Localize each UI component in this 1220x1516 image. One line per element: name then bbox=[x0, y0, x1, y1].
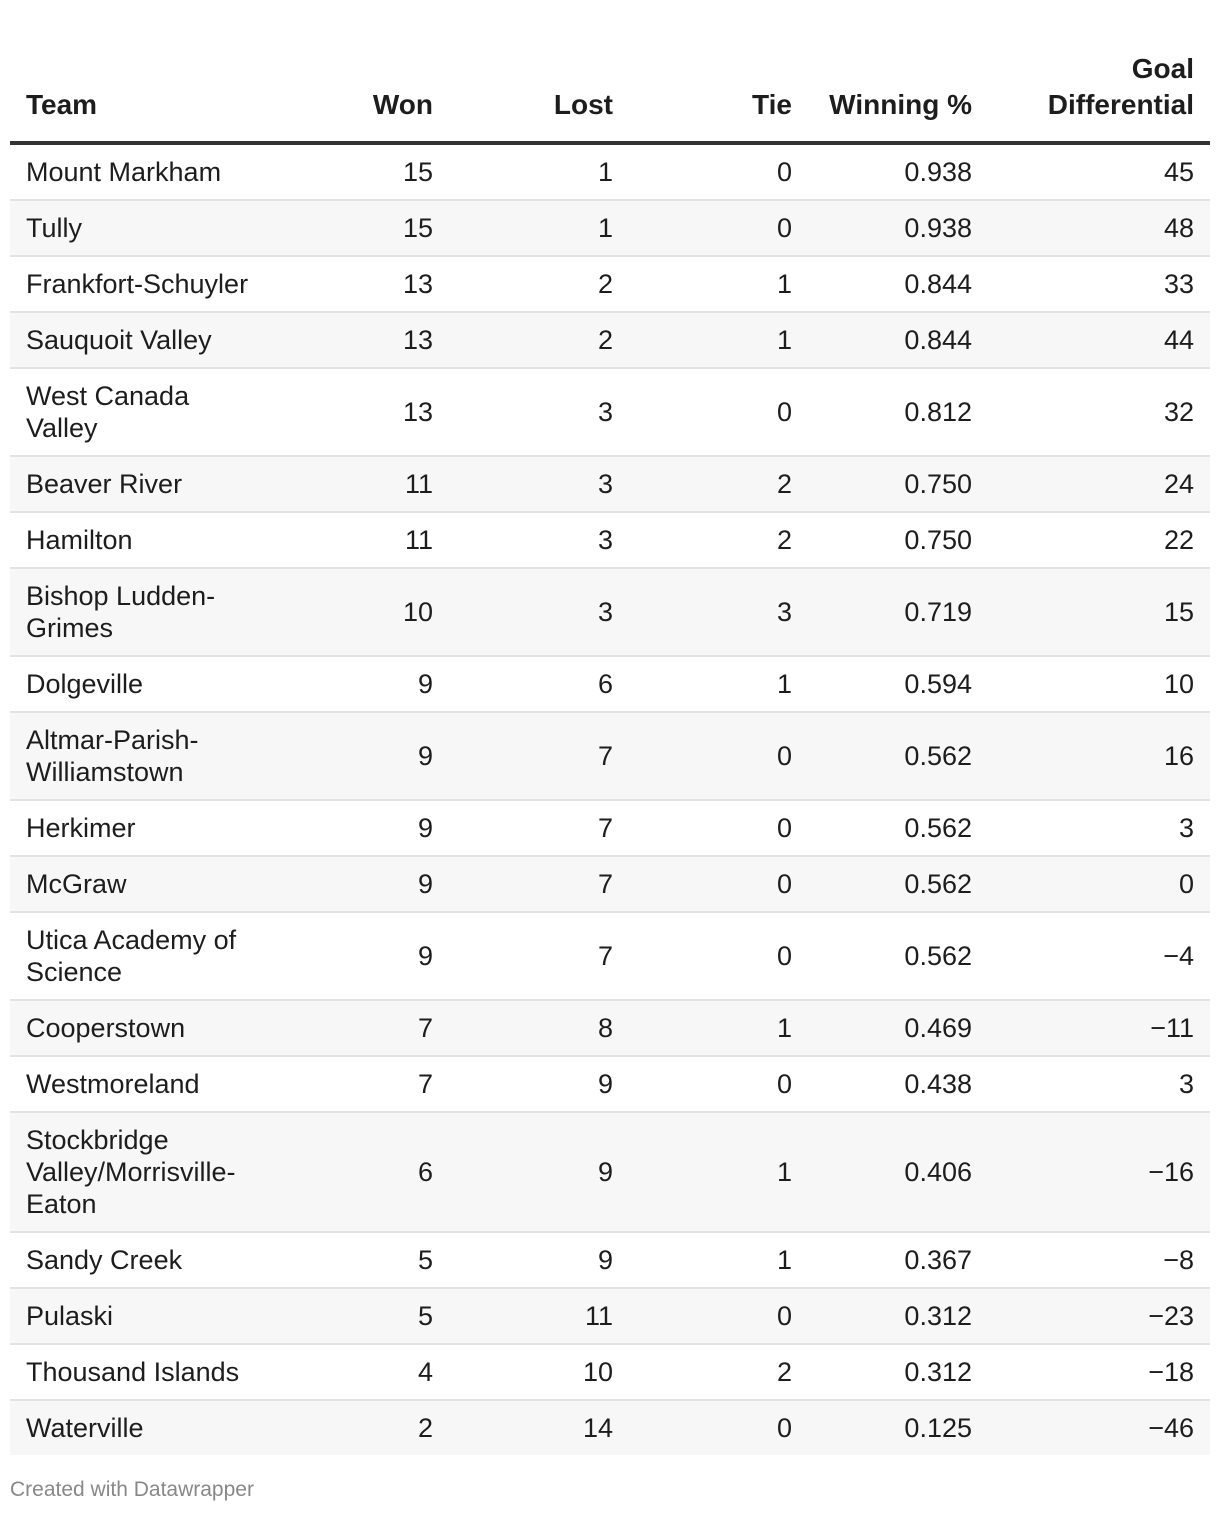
cell-goal-differential: 32 bbox=[988, 368, 1210, 456]
cell-team: Dolgeville bbox=[10, 656, 267, 712]
table-row bbox=[10, 912, 1210, 1000]
cell-winning-pct: 0.594 bbox=[808, 656, 988, 712]
cell-team: Stockbridge Valley/Morrisville-Eaton bbox=[10, 1112, 267, 1232]
table-row bbox=[10, 512, 1210, 568]
table-row bbox=[10, 856, 1210, 912]
table-row bbox=[10, 1232, 1210, 1288]
cell-won: 9 bbox=[267, 656, 449, 712]
cell-tie: 0 bbox=[629, 368, 808, 456]
cell-winning-pct: 0.844 bbox=[808, 312, 988, 368]
cell-lost: 3 bbox=[449, 568, 629, 656]
cell-lost: 8 bbox=[449, 1000, 629, 1056]
cell-won: 15 bbox=[267, 143, 449, 200]
table-row bbox=[10, 1400, 1210, 1455]
cell-goal-differential: 10 bbox=[988, 656, 1210, 712]
column-header-lost: Lost bbox=[449, 0, 629, 143]
cell-team: Bishop Ludden-Grimes bbox=[10, 568, 267, 656]
column-header-won: Won bbox=[267, 0, 449, 143]
cell-lost: 7 bbox=[449, 800, 629, 856]
cell-goal-differential: 3 bbox=[988, 800, 1210, 856]
cell-lost: 7 bbox=[449, 712, 629, 800]
cell-goal-differential: 24 bbox=[988, 456, 1210, 512]
cell-winning-pct: 0.562 bbox=[808, 712, 988, 800]
cell-team: Frankfort-Schuyler bbox=[10, 256, 267, 312]
cell-tie: 0 bbox=[629, 143, 808, 200]
cell-won: 15 bbox=[267, 200, 449, 256]
cell-won: 9 bbox=[267, 856, 449, 912]
cell-winning-pct: 0.750 bbox=[808, 512, 988, 568]
cell-lost: 2 bbox=[449, 256, 629, 312]
cell-winning-pct: 0.750 bbox=[808, 456, 988, 512]
standings-table-container bbox=[10, 0, 1210, 1455]
table-row bbox=[10, 800, 1210, 856]
cell-lost: 9 bbox=[449, 1056, 629, 1112]
cell-goal-differential: 22 bbox=[988, 512, 1210, 568]
cell-winning-pct: 0.125 bbox=[808, 1400, 988, 1455]
cell-team: Westmoreland bbox=[10, 1056, 267, 1112]
cell-lost: 7 bbox=[449, 912, 629, 1000]
table-row bbox=[10, 312, 1210, 368]
cell-tie: 0 bbox=[629, 1056, 808, 1112]
cell-won: 11 bbox=[267, 512, 449, 568]
cell-team: Pulaski bbox=[10, 1288, 267, 1344]
cell-tie: 0 bbox=[629, 1400, 808, 1455]
cell-winning-pct: 0.367 bbox=[808, 1232, 988, 1288]
table-row bbox=[10, 1112, 1210, 1232]
column-header-tie: Tie bbox=[629, 0, 808, 143]
cell-lost: 11 bbox=[449, 1288, 629, 1344]
table-row bbox=[10, 456, 1210, 512]
table-row bbox=[10, 200, 1210, 256]
cell-won: 13 bbox=[267, 368, 449, 456]
table-row bbox=[10, 1000, 1210, 1056]
table-header bbox=[10, 0, 1210, 143]
table-row bbox=[10, 1056, 1210, 1112]
header-row bbox=[10, 0, 1210, 143]
cell-won: 13 bbox=[267, 312, 449, 368]
cell-tie: 0 bbox=[629, 856, 808, 912]
cell-team: McGraw bbox=[10, 856, 267, 912]
cell-team: Sauquoit Valley bbox=[10, 312, 267, 368]
cell-goal-differential: −11 bbox=[988, 1000, 1210, 1056]
cell-goal-differential: −18 bbox=[988, 1344, 1210, 1400]
cell-lost: 9 bbox=[449, 1112, 629, 1232]
cell-winning-pct: 0.812 bbox=[808, 368, 988, 456]
cell-tie: 0 bbox=[629, 1288, 808, 1344]
cell-lost: 3 bbox=[449, 512, 629, 568]
table-row bbox=[10, 712, 1210, 800]
cell-tie: 1 bbox=[629, 256, 808, 312]
cell-winning-pct: 0.938 bbox=[808, 200, 988, 256]
column-header-winning-pct: Winning % bbox=[808, 0, 988, 143]
cell-winning-pct: 0.562 bbox=[808, 856, 988, 912]
footer-credit: Created with Datawrapper bbox=[10, 1478, 254, 1501]
cell-tie: 0 bbox=[629, 712, 808, 800]
cell-winning-pct: 0.844 bbox=[808, 256, 988, 312]
cell-tie: 0 bbox=[629, 912, 808, 1000]
column-header-team: Team bbox=[10, 0, 267, 143]
cell-won: 5 bbox=[267, 1288, 449, 1344]
cell-tie: 1 bbox=[629, 1000, 808, 1056]
cell-tie: 1 bbox=[629, 312, 808, 368]
cell-lost: 1 bbox=[449, 200, 629, 256]
cell-won: 7 bbox=[267, 1056, 449, 1112]
cell-lost: 2 bbox=[449, 312, 629, 368]
table-row bbox=[10, 143, 1210, 200]
cell-goal-differential: 15 bbox=[988, 568, 1210, 656]
cell-tie: 0 bbox=[629, 800, 808, 856]
cell-winning-pct: 0.562 bbox=[808, 912, 988, 1000]
cell-won: 11 bbox=[267, 456, 449, 512]
cell-winning-pct: 0.469 bbox=[808, 1000, 988, 1056]
cell-team: Utica Academy of Science bbox=[10, 912, 267, 1000]
table-row bbox=[10, 568, 1210, 656]
cell-tie: 1 bbox=[629, 1112, 808, 1232]
cell-goal-differential: −46 bbox=[988, 1400, 1210, 1455]
cell-lost: 3 bbox=[449, 456, 629, 512]
cell-team: Waterville bbox=[10, 1400, 267, 1455]
cell-goal-differential: 48 bbox=[988, 200, 1210, 256]
cell-won: 7 bbox=[267, 1000, 449, 1056]
cell-goal-differential: 0 bbox=[988, 856, 1210, 912]
cell-lost: 14 bbox=[449, 1400, 629, 1455]
cell-winning-pct: 0.562 bbox=[808, 800, 988, 856]
table-row bbox=[10, 1288, 1210, 1344]
cell-team: Beaver River bbox=[10, 456, 267, 512]
cell-tie: 0 bbox=[629, 200, 808, 256]
cell-goal-differential: 3 bbox=[988, 1056, 1210, 1112]
cell-team: Thousand Islands bbox=[10, 1344, 267, 1400]
cell-team: West Canada Valley bbox=[10, 368, 267, 456]
cell-goal-differential: −23 bbox=[988, 1288, 1210, 1344]
cell-winning-pct: 0.438 bbox=[808, 1056, 988, 1112]
table-row bbox=[10, 368, 1210, 456]
table-row bbox=[10, 656, 1210, 712]
cell-team: Tully bbox=[10, 200, 267, 256]
cell-won: 10 bbox=[267, 568, 449, 656]
cell-team: Mount Markham bbox=[10, 143, 267, 200]
cell-team: Cooperstown bbox=[10, 1000, 267, 1056]
cell-goal-differential: −4 bbox=[988, 912, 1210, 1000]
cell-lost: 1 bbox=[449, 143, 629, 200]
cell-tie: 2 bbox=[629, 456, 808, 512]
cell-winning-pct: 0.312 bbox=[808, 1344, 988, 1400]
cell-goal-differential: −8 bbox=[988, 1232, 1210, 1288]
table-body bbox=[10, 143, 1210, 1455]
standings-table bbox=[10, 0, 1210, 1455]
cell-won: 4 bbox=[267, 1344, 449, 1400]
cell-won: 5 bbox=[267, 1232, 449, 1288]
table-row bbox=[10, 256, 1210, 312]
column-header-goal-differential: Goal Differential bbox=[988, 0, 1210, 143]
table-row bbox=[10, 1344, 1210, 1400]
cell-team: Altmar-Parish-Williamstown bbox=[10, 712, 267, 800]
cell-team: Sandy Creek bbox=[10, 1232, 267, 1288]
cell-won: 9 bbox=[267, 712, 449, 800]
cell-goal-differential: 45 bbox=[988, 143, 1210, 200]
cell-lost: 6 bbox=[449, 656, 629, 712]
cell-winning-pct: 0.719 bbox=[808, 568, 988, 656]
cell-winning-pct: 0.312 bbox=[808, 1288, 988, 1344]
cell-tie: 2 bbox=[629, 512, 808, 568]
cell-team: Herkimer bbox=[10, 800, 267, 856]
cell-tie: 1 bbox=[629, 1232, 808, 1288]
cell-tie: 2 bbox=[629, 1344, 808, 1400]
cell-goal-differential: 44 bbox=[988, 312, 1210, 368]
cell-goal-differential: 33 bbox=[988, 256, 1210, 312]
cell-team: Hamilton bbox=[10, 512, 267, 568]
cell-goal-differential: −16 bbox=[988, 1112, 1210, 1232]
cell-tie: 3 bbox=[629, 568, 808, 656]
cell-goal-differential: 16 bbox=[988, 712, 1210, 800]
cell-lost: 3 bbox=[449, 368, 629, 456]
cell-won: 13 bbox=[267, 256, 449, 312]
cell-winning-pct: 0.406 bbox=[808, 1112, 988, 1232]
cell-won: 2 bbox=[267, 1400, 449, 1455]
cell-won: 9 bbox=[267, 912, 449, 1000]
cell-lost: 9 bbox=[449, 1232, 629, 1288]
cell-lost: 10 bbox=[449, 1344, 629, 1400]
cell-won: 9 bbox=[267, 800, 449, 856]
cell-winning-pct: 0.938 bbox=[808, 143, 988, 200]
cell-lost: 7 bbox=[449, 856, 629, 912]
cell-won: 6 bbox=[267, 1112, 449, 1232]
cell-tie: 1 bbox=[629, 656, 808, 712]
